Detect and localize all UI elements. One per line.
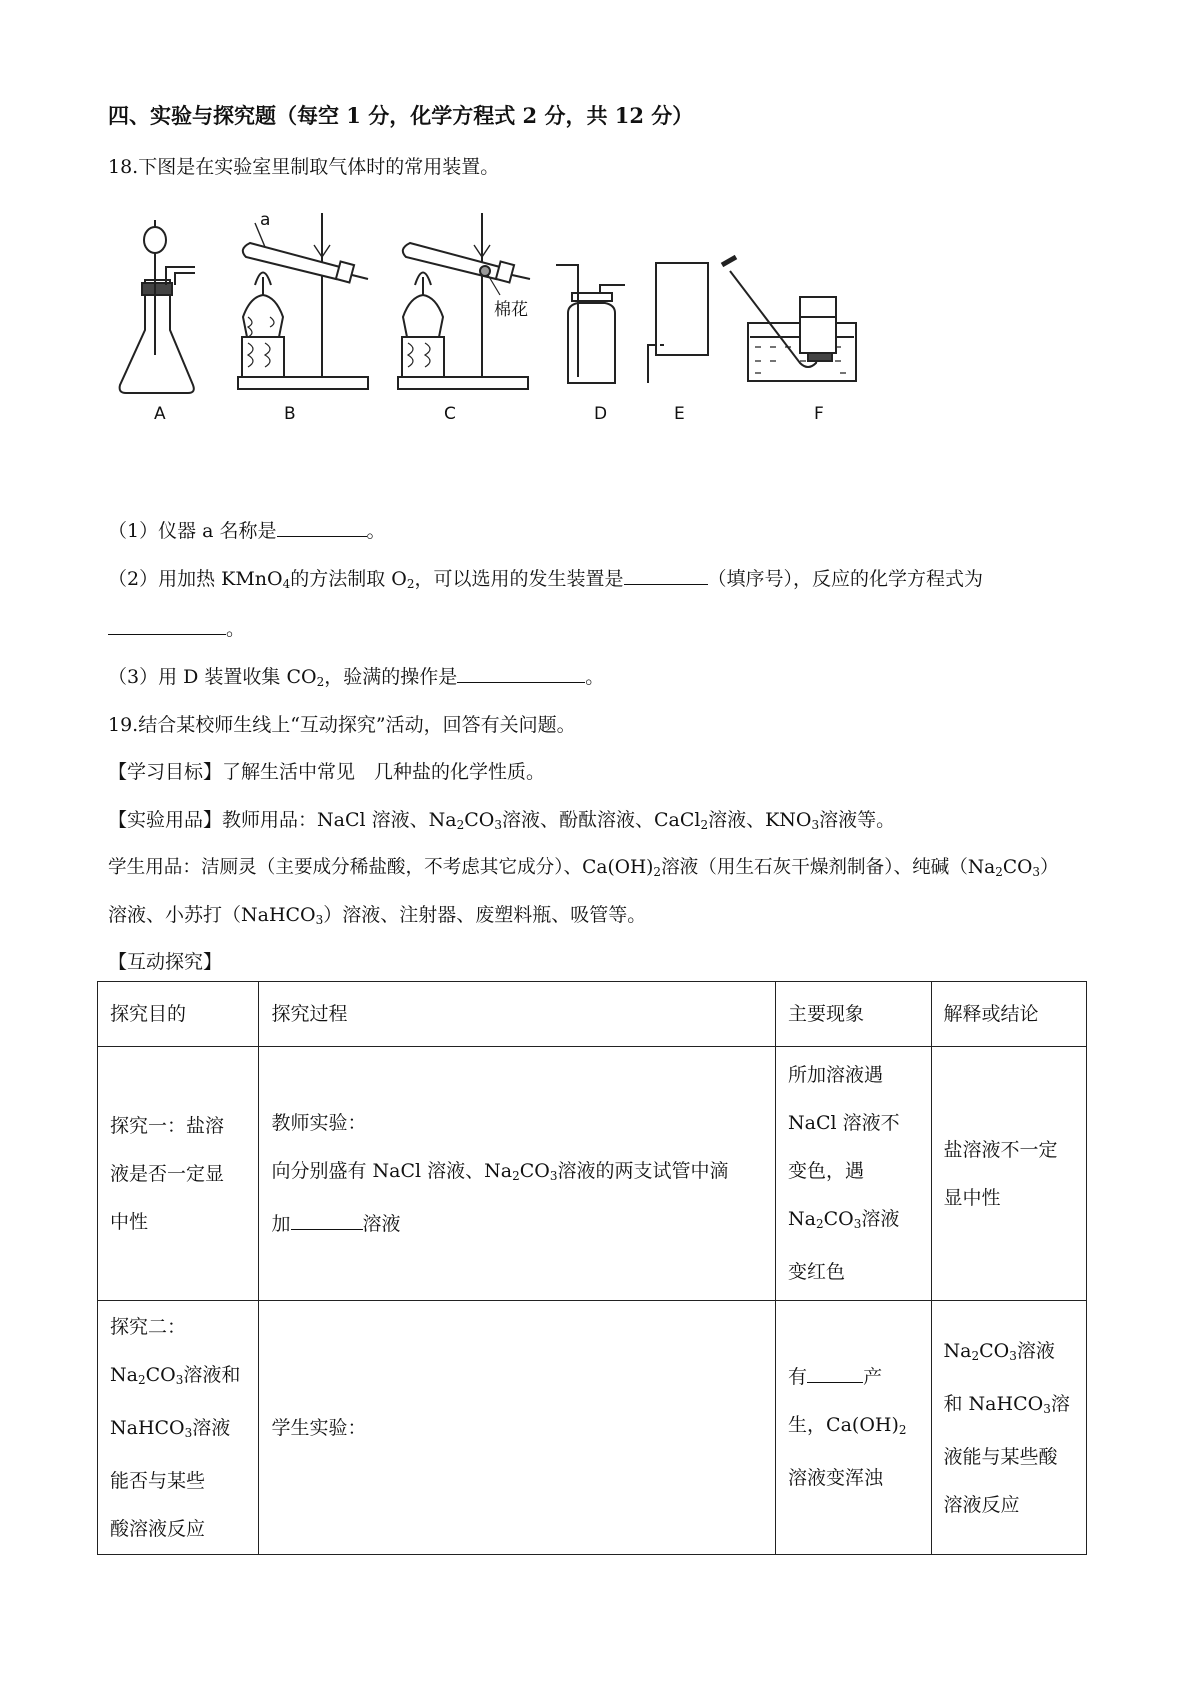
- header-conclusion: 解释或结论: [931, 982, 1086, 1047]
- header-phenomenon: 主要现象: [776, 982, 931, 1047]
- header-process: 探究过程: [259, 982, 776, 1047]
- row2-conclusion: $Na_2CO_3$溶液 和 NaHCO$_3$溶 液能与某些酸 溶液反应: [931, 1301, 1086, 1555]
- row2-phenomenon: 有 产 生，$Ca(OH)_2$ 溶液变浑浊: [776, 1301, 931, 1555]
- label-C: C: [444, 404, 456, 424]
- label-D: D: [594, 404, 608, 424]
- q19-supplies: 【实验用品】教师用品：NaCl 溶液、$Na_2CO_3$溶液、酚酞溶液、CaCl$_2$溶液、$KNO_3$溶液等。: [108, 809, 896, 832]
- row2-purpose: 探究二： $Na_2CO_3$溶液和 NaHCO$_3$溶液 能否与某些 酸溶液反应: [98, 1301, 259, 1555]
- blank-product[interactable]: [807, 1362, 863, 1383]
- q18-part1: （1）仪器 a 名称是 。: [108, 516, 386, 543]
- label-cotton: 棉花: [494, 300, 528, 320]
- q18-part2: （2）用加热 KMnO$_4$的方法制取 $O_2$，可以选用的发生装置是 （填序号），反应的化学方程式为: [108, 564, 983, 591]
- blank-indicator[interactable]: [291, 1209, 363, 1230]
- label-A: A: [154, 404, 166, 424]
- q19-student-supplies-cont: 溶液、小苏打（NaHCO$_3$）溶液、注射器、废塑料瓶、吸管等。: [108, 904, 647, 927]
- q18-part2-cont: 。: [108, 614, 245, 641]
- table-row: [98, 1301, 1087, 1555]
- table-row: [98, 1047, 1087, 1301]
- q18-stem: 18.下图是在实验室里制取气体时的常用装置。: [108, 156, 500, 178]
- label-a: a: [260, 210, 271, 230]
- q19-stem: 19.结合某校师生线上“互动探究”活动，回答有关问题。: [108, 714, 576, 736]
- apparatus-b: [238, 213, 368, 389]
- row1-phenomenon: 所加溶液遇 NaCl 溶液不 变色，遇 $Na_2CO_3$溶液 变红色: [776, 1047, 931, 1301]
- label-E: E: [674, 404, 685, 424]
- blank-instrument-name[interactable]: [277, 516, 367, 537]
- header-purpose: 探究目的: [98, 982, 259, 1047]
- apparatus-d: [556, 265, 625, 383]
- row1-process: 教师实验： 向分别盛有 NaCl 溶液、$Na_2CO_3$溶液的两支试管中滴 加 溶液: [259, 1047, 776, 1301]
- investigation-table: [97, 981, 1087, 1555]
- blank-equation[interactable]: [108, 614, 226, 635]
- section-title: 四、实验与探究题（每空 1 分，化学方程式 2 分，共 12 分）: [108, 103, 694, 128]
- blank-generator[interactable]: [624, 564, 708, 585]
- apparatus-a: [120, 220, 195, 393]
- label-B: B: [284, 404, 296, 424]
- row1-conclusion: 盐溶液不一定 显中性: [931, 1047, 1086, 1301]
- row1-purpose: 探究一：盐溶 液是否一定显 中性: [98, 1047, 259, 1301]
- label-F: F: [814, 404, 824, 424]
- q18-part3: （3）用 D 装置收集 $CO_2$，验满的操作是 。: [108, 662, 604, 689]
- blank-full-check[interactable]: [457, 662, 585, 683]
- q19-student-supplies: 学生用品：洁厕灵（主要成分稀盐酸，不考虑其它成分）、$Ca(OH)_2$溶液（用生石灰干燥剂制备）、纯碱$(Na_2CO_3)$: [108, 857, 1059, 879]
- row2-process: 学生实验：: [259, 1301, 776, 1555]
- apparatus-figure: [100, 205, 980, 475]
- apparatus-e: [648, 263, 708, 383]
- apparatus-f: [722, 257, 856, 381]
- table-header-row: [98, 982, 1087, 1047]
- q19-goal: 【学习目标】了解生活中常见 几种盐的化学性质。: [108, 761, 546, 783]
- q19-heading: 【互动探究】: [108, 951, 223, 973]
